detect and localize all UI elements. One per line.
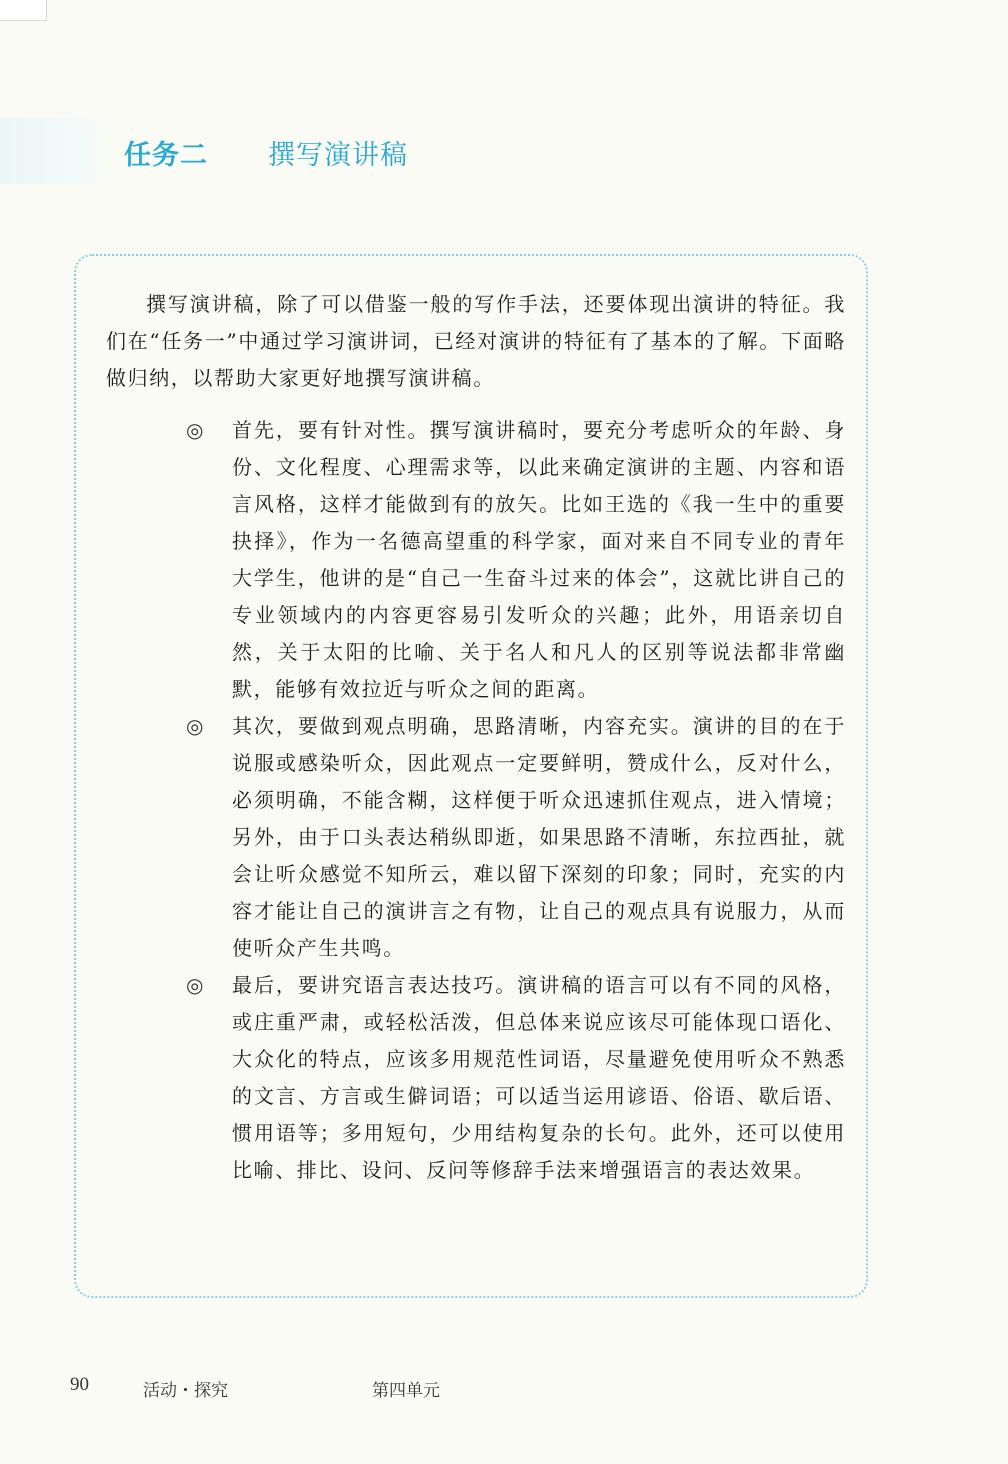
page-corner-tab bbox=[0, 0, 47, 21]
points-list bbox=[186, 412, 846, 1189]
point-item-1 bbox=[186, 412, 846, 708]
point-item-3 bbox=[186, 967, 846, 1189]
bullet-circle-icon: ◎ bbox=[186, 418, 204, 442]
bullet-circle-icon: ◎ bbox=[186, 714, 204, 738]
footer-unit-label: 第四单元 bbox=[372, 1381, 440, 1401]
page-number: 90 bbox=[70, 1374, 89, 1395]
task-heading bbox=[124, 130, 408, 174]
point-text-1: 首先，要有针对性。撰写演讲稿时，要充分考虑听众的年龄、身份、文化程度、心理需求等，以此来确定演讲的主题、内容和语言风格，这样才能做到有的放矢。比如王选的《我一生中的重要抉择》，作为一名德高望重的科学家，面对来自不同专业的青年大学生，他讲的是“自己一生奋斗过来的体会”，这就比讲自己的专业领域内的内容更容易引发听众的兴趣；此外，用语亲切自然，关于太阳的比喻、关于名人和凡人的区别等说法都非常幽默，能够有效拉近与听众之间的距离。 bbox=[232, 418, 846, 701]
point-text-2: 其次，要做到观点明确，思路清晰，内容充实。演讲的目的在于说服或感染听众，因此观点一定要鲜明，赞成什么，反对什么，必须明确，不能含糊，这样便于听众迅速抓住观点，进入情境；另外，由于口头表达稍纵即逝，如果思路不清晰，东拉西扯，就会让听众感觉不知所云，难以留下深刻的印象；同时，充实的内容才能让自己的演讲言之有物，让自己的观点具有说服力，从而使听众产生共鸣。 bbox=[232, 714, 846, 960]
intro-paragraph: 撰写演讲稿，除了可以借鉴一般的写作手法，还要体现出演讲的特征。我们在“任务一”中通过学习演讲词，已经对演讲的特征有了基本的了解。下面略做归纳，以帮助大家更好地撰写演讲稿。 bbox=[106, 292, 846, 390]
bullet-circle-icon: ◎ bbox=[186, 973, 204, 997]
task-title: 撰写演讲稿 bbox=[268, 139, 408, 171]
task-label: 任务二 bbox=[124, 139, 208, 171]
heading-side-band bbox=[0, 118, 112, 184]
point-item-2 bbox=[186, 708, 846, 967]
point-text-3: 最后，要讲究语言表达技巧。演讲稿的语言可以有不同的风格，或庄重严肃，或轻松活泼，但总体来说应该尽可能体现口语化、大众化的特点，应该多用规范性词语，尽量避免使用听众不熟悉的文言、方言或生僻词语；可以适当运用谚语、俗语、歇后语、惯用语等；多用短句，少用结构复杂的长句。此外，还可以使用比喻、排比、设问、反问等修辞手法来增强语言的表达效果。 bbox=[232, 973, 846, 1182]
footer-section-label: 活动・探究 bbox=[143, 1381, 228, 1401]
